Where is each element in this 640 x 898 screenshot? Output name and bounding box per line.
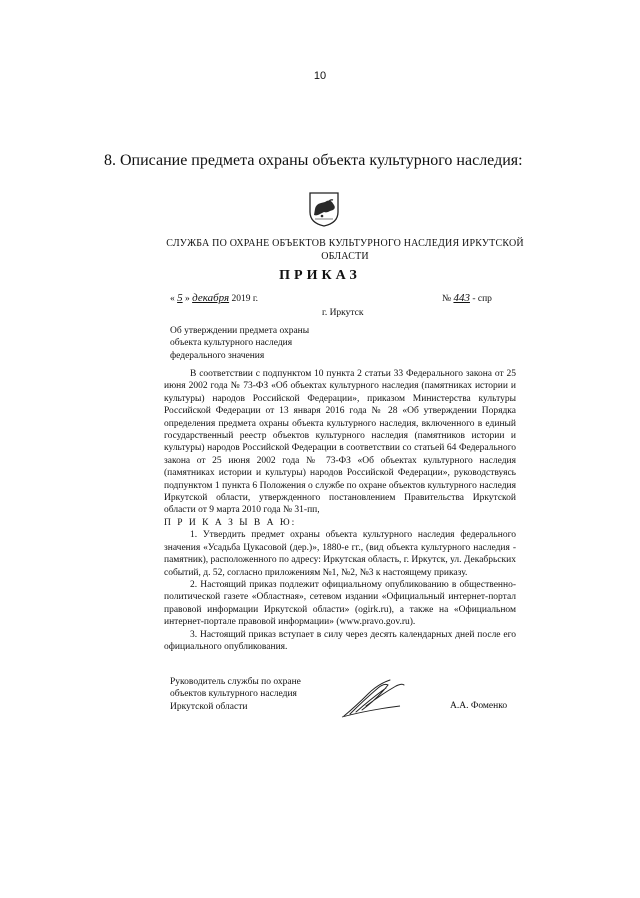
subject-line: объекта культурного наследия <box>170 338 293 349</box>
signatory-title-line: Руководитель службы по охране <box>170 677 301 687</box>
handwritten-number: 443 <box>453 292 470 304</box>
orders-word: П Р И К А З Ы В А Ю: <box>164 517 297 528</box>
order-body <box>164 368 516 653</box>
subject-line: федерального значения <box>170 350 265 361</box>
date-quote-open: « <box>170 294 175 304</box>
order-subject <box>170 325 350 362</box>
handwritten-signature <box>338 676 410 720</box>
order-item-3: 3. Настоящий приказ вступает в силу через десять календарных дней после его официального опубликования. <box>164 629 516 652</box>
signatory-title-line: Иркутской области <box>170 701 248 712</box>
agency-name: СЛУЖБА ПО ОХРАНЕ ОБЪЕКТОВ КУЛЬТУРНОГО НАСЛЕДИЯ ИРКУТСКОЙ ОБЛАСТИ <box>166 238 524 262</box>
number-suffix: - спр <box>472 294 492 304</box>
irkutsk-region-coat-of-arms-icon <box>306 190 342 228</box>
order-date <box>170 292 258 305</box>
subject-line: Об утверждении предмета охраны <box>170 326 310 336</box>
date-quote-close: » <box>185 294 190 304</box>
signatory-title-line: объектов культурного наследия <box>170 689 297 700</box>
order-item-2: 2. Настоящий приказ подлежит официальному опубликованию в общественно-политической газете «Областная», сетевом издании «Официальный интернет-портал правовой информации Иркутской области» (ogirk.ru), а также на «Официальном интернет-портале правовой информации» (www.pravo.gov.ru). <box>164 579 516 628</box>
handwritten-day: 5 <box>177 292 183 304</box>
page-number: 10 <box>313 70 327 82</box>
order-year: 2019 г. <box>231 294 259 304</box>
section-heading: 8. Описание предмета охраны объекта культурного наследия: <box>104 152 523 169</box>
signatory-title <box>170 676 330 713</box>
document-type-title: ПРИКАЗ <box>279 268 361 283</box>
city: г. Иркутск <box>322 308 364 318</box>
order-number <box>442 292 492 305</box>
order-item-1: 1. Утвердить предмет охраны объекта культурного наследия федерального значения «Усадьба Цукасовой (дер.)», 1880-е гг., (вид объекта культурного наследия - памятник), расположенного по адресу: Иркутская область, г. Иркутск, ул. Декабрьских событий, д. 52, согласно приложениям №1, №2, №3 к настоящему приказу. <box>164 530 516 578</box>
number-sign: № <box>442 294 452 304</box>
handwritten-month: декабря <box>192 292 230 304</box>
preamble-paragraph: В соответствии с подпунктом 10 пункта 2 статьи 33 Федерального закона от 25 июня 2002 года № 73-ФЗ «Об объектах культурного наследия (памятниках истории и культуры) народов Российской Федерации», приказом Министерства культуры Российской Федерации от 13 января 2016 года № 28 «Об утверждении Порядка определения предмета охраны объекта культурного наследия, включенного в единый государственный реестр объектов культурного наследия (памятников истории и культуры) народов Российской Федерации в соответствии со статьей 64 Федерального закона от 25 июня 2002 года № 73-ФЗ «Об объектах культурного наследия (памятниках истории и культуры) народов Российской Федерации», руководствуясь подпунктом 1 пункта 6 Положения о службе по охране объектов культурного наследия Иркутской области, утвержденного постановлением Правительства Иркутской области от 9 марта 2010 года № 31-пп, <box>164 369 516 516</box>
signer-name: А.А. Фоменко <box>450 701 508 711</box>
